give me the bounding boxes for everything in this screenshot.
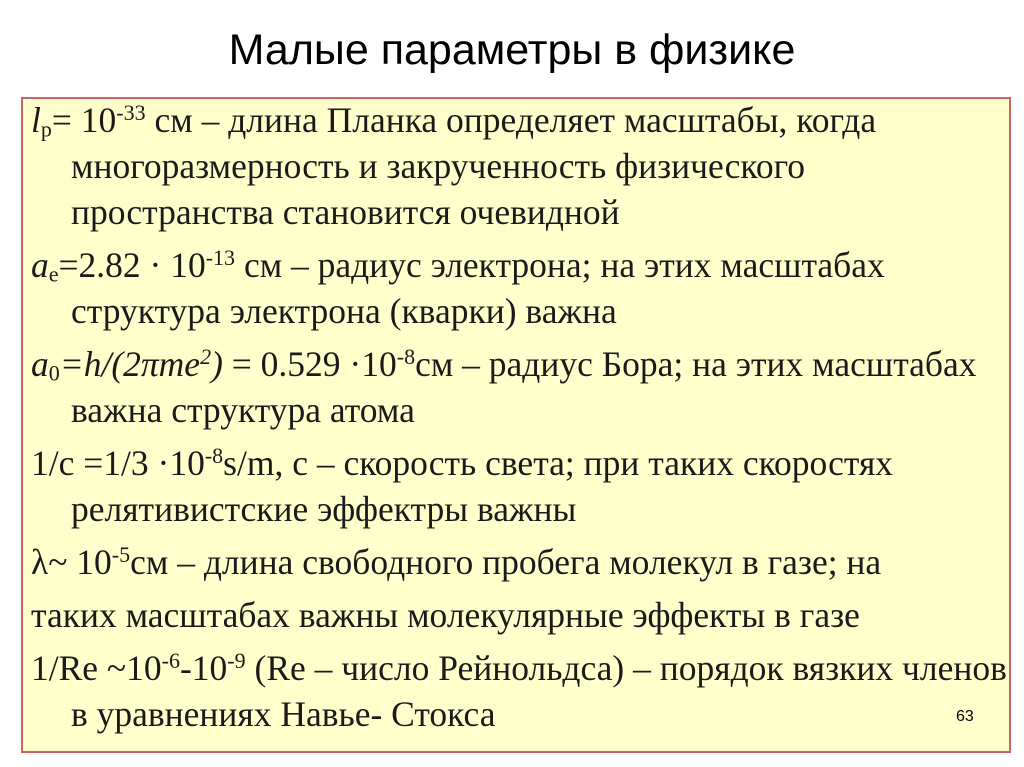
item-electron-radius [31,242,1016,334]
item-molecular-effects [31,592,1016,638]
item-text: см – радиус электрона; на этих масштабах структура электрона (кварки) важна [71,245,885,331]
item-text: (Re – число Рейнольдса) – порядок вязких членов в уравнениях Навье- Стокса [71,648,1007,734]
value-prefix: 1/c =1/3 ·10 [31,443,205,483]
formula-part: =h/(2πme [59,344,201,384]
item-bohr-radius [31,341,1016,433]
item-text: см – длина свободного пробега молекул в газе; на [130,542,882,582]
bohr-formula [60,344,223,384]
slide-title: Малые параметры в физике [228,26,796,74]
value-prefix: =2.82 · 10 [58,245,206,285]
exponent: -8 [396,343,416,369]
exponent: -6 [161,647,180,673]
value-prefix: = 0.529 ·10 [222,344,397,384]
subscript-e: e [48,261,59,287]
page-number: 63 [956,708,974,725]
item-planck-length [31,97,1016,235]
item-text: s/m, c – скорость света; при таких скоростях релятивистские эффектры важны [71,443,894,529]
content-list [31,97,1016,744]
item-text: таких масштабах важны молекулярные эффекты в газе [31,595,860,635]
subscript-0: 0 [48,360,60,386]
value-prefix: λ~ 10 [31,542,112,582]
exponent: -33 [116,99,146,125]
value-prefix-2: -10 [179,648,228,688]
formula-exponent: 2 [200,343,212,369]
exponent: -13 [205,244,236,270]
value-prefix: 1/Re ~10 [31,648,162,688]
exponent-2: -9 [227,647,246,673]
symbol-l: l [31,100,41,140]
item-mean-free-path [31,539,1016,585]
subscript-p: p [40,116,52,142]
formula-close: ) [211,344,223,384]
item-text: см – длина Планка определяет масштабы, когда многоразмерность и закрученность физического пространства становится очевидной [71,100,877,232]
value-prefix: = 10 [51,100,117,140]
item-text: см – радиус Бора; на этих масштабах важна структура атома [71,344,977,430]
item-speed-of-light [31,440,1016,532]
item-reynolds [31,645,1016,737]
symbol-a: a [31,245,49,285]
exponent: -5 [111,541,131,567]
symbol-a: a [31,344,49,384]
exponent: -8 [204,442,224,468]
